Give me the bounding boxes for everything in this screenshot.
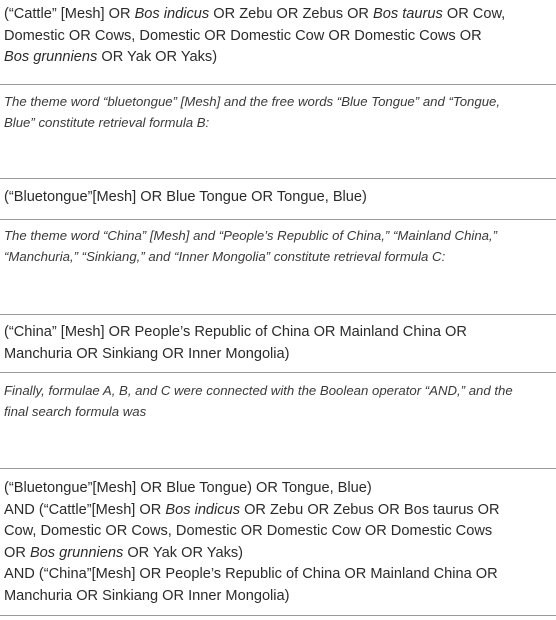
final-formula-description: Finally, formulae A, B, and C were connected with the Boolean operator “AND,” and the final search formula was <box>4 383 513 419</box>
final-formula-cell: (“Bluetongue”[Mesh] OR Blue Tongue) OR Tongue, Blue) AND (“Cattle”[Mesh] OR Bos indicus OR Zebu OR Zebus OR Bos taurus OR Cow, Domestic OR Cows, Domestic OR Domestic Cow OR Domestic Cows OR Bos grunniens OR Yak OR Yaks) AND (“China”[Mesh] OR People’s Republic of China OR Mainland China OR Manchuria OR Sinkiang OR Inner Mongolia) <box>4 480 500 604</box>
row-divider <box>0 468 556 469</box>
formula-c-cell: (“China” [Mesh] OR People’s Republic of China OR Mainland China OR Manchuria OR Sinkiang OR Inner Mongolia) <box>4 324 467 362</box>
formula-c-description: The theme word “China” [Mesh] and “People’s Republic of China,” “Mainland China,” “Manchuria,” “Sinkiang,” and “Inner Mongolia” constitute retrieval formula C: <box>4 228 498 264</box>
row-divider <box>0 84 556 85</box>
row-divider <box>0 219 556 220</box>
formula-a-cell <box>0 4 556 69</box>
formula-b-description: The theme word “bluetongue” [Mesh] and the free words “Blue Tongue” and “Tongue, Blue” constitute retrieval formula B: <box>4 94 501 130</box>
row-divider <box>0 372 556 373</box>
table-bottom-rule <box>0 615 556 616</box>
row-divider <box>0 178 556 179</box>
formula-a-line-3: Bos grunniens OR Yak OR Yaks) <box>4 49 218 65</box>
formula-a-line-2: Domestic OR Cows, Domestic OR Domestic Cow OR Domestic Cows OR <box>4 27 482 44</box>
formula-b-cell: (“Bluetongue”[Mesh] OR Blue Tongue OR Tongue, Blue) <box>4 189 367 205</box>
formula-a-line-1: (“Cattle” [Mesh] OR Bos indicus OR Zebu OR Zebus OR Bos taurus OR Cow, <box>4 6 506 22</box>
row-divider <box>0 314 556 315</box>
